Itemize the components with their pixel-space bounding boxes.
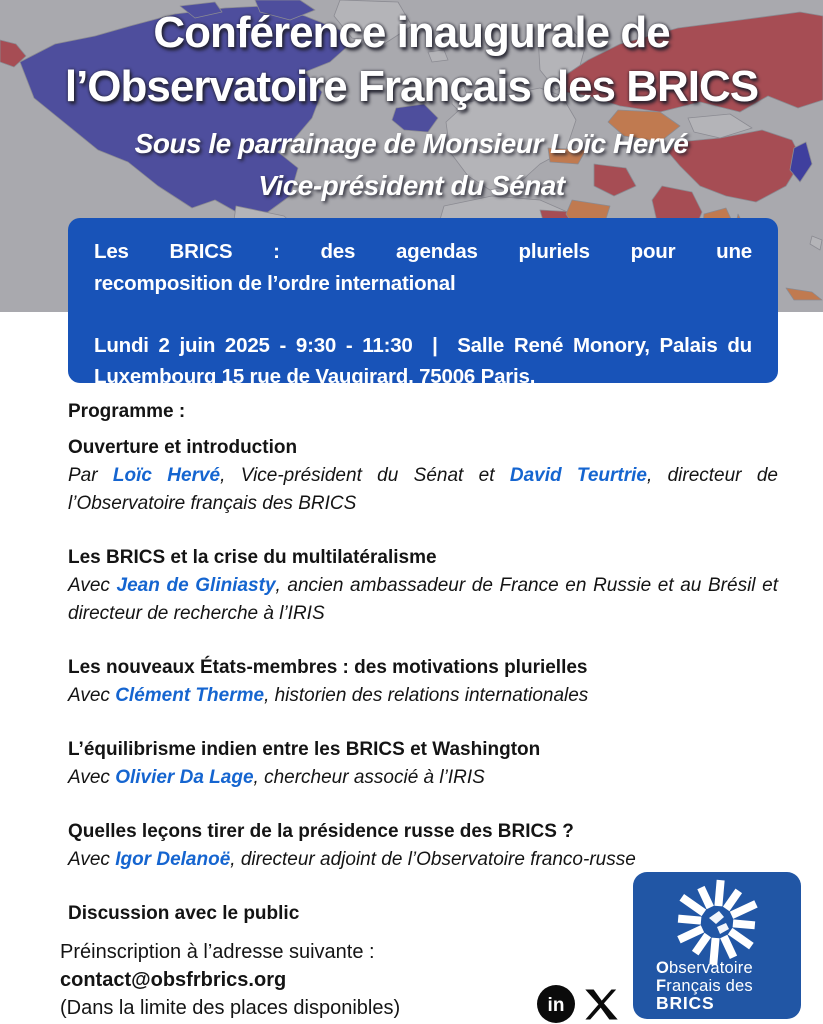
speaker-name: Clément Therme bbox=[115, 685, 265, 706]
program-item-title: Les BRICS et la crise du multilatéralisme bbox=[68, 547, 437, 568]
speaker-prefix: Par bbox=[68, 465, 113, 486]
speaker-name: Olivier Da Lage bbox=[115, 767, 254, 788]
banner-line: Luxembourg 15 rue de Vaugirard, 75006 Paris. bbox=[94, 365, 536, 389]
linkedin-icon[interactable] bbox=[536, 984, 576, 1024]
speaker-role: , directeur de l’Observatoire français des BRICS bbox=[68, 465, 778, 514]
registration-note: (Dans la limite des places disponibles) bbox=[60, 997, 401, 1019]
speaker-role: , Vice-président du Sénat et bbox=[220, 465, 510, 486]
speaker-prefix: Avec bbox=[68, 767, 116, 788]
program-item bbox=[68, 818, 778, 874]
program-item-title: Ouverture et introduction bbox=[68, 437, 298, 458]
header bbox=[0, 0, 823, 207]
logo-line2-rest: rançais des bbox=[666, 976, 753, 995]
program-item-speakers bbox=[68, 846, 778, 874]
svg-text:in: in bbox=[547, 995, 565, 1016]
program-item bbox=[68, 654, 778, 710]
social-links bbox=[536, 984, 620, 1024]
registration-block bbox=[60, 938, 400, 1022]
subtitle-line-2: Vice-président du Sénat bbox=[258, 170, 565, 202]
subtitle-line-1: Sous le parrainage de Monsieur Loïc Hervé bbox=[134, 128, 689, 160]
page-title bbox=[0, 6, 823, 113]
program-item-title: Les nouveaux États-membres : des motivations plurielles bbox=[68, 657, 588, 678]
program-item-speakers bbox=[68, 682, 778, 710]
speaker-name: Igor Delanoë bbox=[115, 849, 231, 870]
program-item-speakers bbox=[68, 572, 778, 628]
speaker-role: , directeur adjoint de l’Observatoire franco-russe bbox=[230, 849, 636, 870]
logo-lead-letter: O bbox=[656, 959, 670, 977]
logo-line-1 bbox=[656, 960, 753, 978]
speaker-name: Loïc Hervé bbox=[112, 465, 221, 486]
speaker-name: Jean de Gliniasty bbox=[116, 575, 276, 596]
title-line-2: l’Observatoire Français des BRICS bbox=[64, 61, 759, 111]
observatoire-brics-logo bbox=[633, 872, 801, 1019]
page-subtitle bbox=[0, 123, 823, 207]
program-section bbox=[68, 398, 778, 954]
x-icon[interactable] bbox=[583, 986, 620, 1023]
speaker-role: , historien des relations internationales bbox=[264, 685, 589, 706]
speaker-role: , chercheur associé à l’IRIS bbox=[253, 767, 485, 788]
program-heading: Programme : bbox=[68, 401, 186, 422]
banner-line: recomposition de l’ordre international bbox=[94, 271, 456, 295]
speaker-prefix: Avec bbox=[68, 685, 116, 706]
logo-line1-rest: bservatoire bbox=[669, 959, 753, 977]
speaker-prefix: Avec bbox=[68, 575, 117, 596]
program-items bbox=[68, 434, 778, 928]
speaker-name: David Teurtrie bbox=[509, 465, 647, 486]
registration-label: Préinscription à l’adresse suivante : bbox=[60, 941, 375, 963]
program-item-speakers bbox=[68, 764, 778, 792]
logo-lead-letter: F bbox=[656, 976, 667, 995]
program-item bbox=[68, 736, 778, 792]
program-item-title: Discussion avec le public bbox=[68, 903, 300, 924]
title-line-1: Conférence inaugurale de bbox=[153, 8, 670, 57]
logo-wordmark bbox=[656, 960, 753, 1013]
banner-line: Lundi 2 juin 2025 - 9:30 - 11:30 | Salle René Monory, Palais du bbox=[94, 333, 752, 357]
program-item-title: L’équilibrisme indien entre les BRICS et Washington bbox=[68, 739, 541, 760]
program-item bbox=[68, 434, 778, 518]
event-banner bbox=[68, 218, 778, 389]
event-theme bbox=[94, 236, 752, 300]
program-item-speakers bbox=[68, 462, 778, 518]
banner-line: Les BRICS : des agendas pluriels pour une bbox=[94, 240, 752, 263]
speaker-prefix: Avec bbox=[68, 849, 116, 870]
contact-email[interactable]: contact@obsfrbrics.org bbox=[60, 969, 287, 991]
event-schedule-location bbox=[94, 330, 752, 394]
logo-line-3: BRICS bbox=[656, 993, 715, 1013]
speaker-role: , ancien ambassadeur de France en Russie et au Brésil et directeur de recherche à l’IRIS bbox=[68, 575, 778, 624]
program-item bbox=[68, 544, 778, 628]
program-item-title: Quelles leçons tirer de la présidence russe des BRICS ? bbox=[68, 821, 574, 842]
